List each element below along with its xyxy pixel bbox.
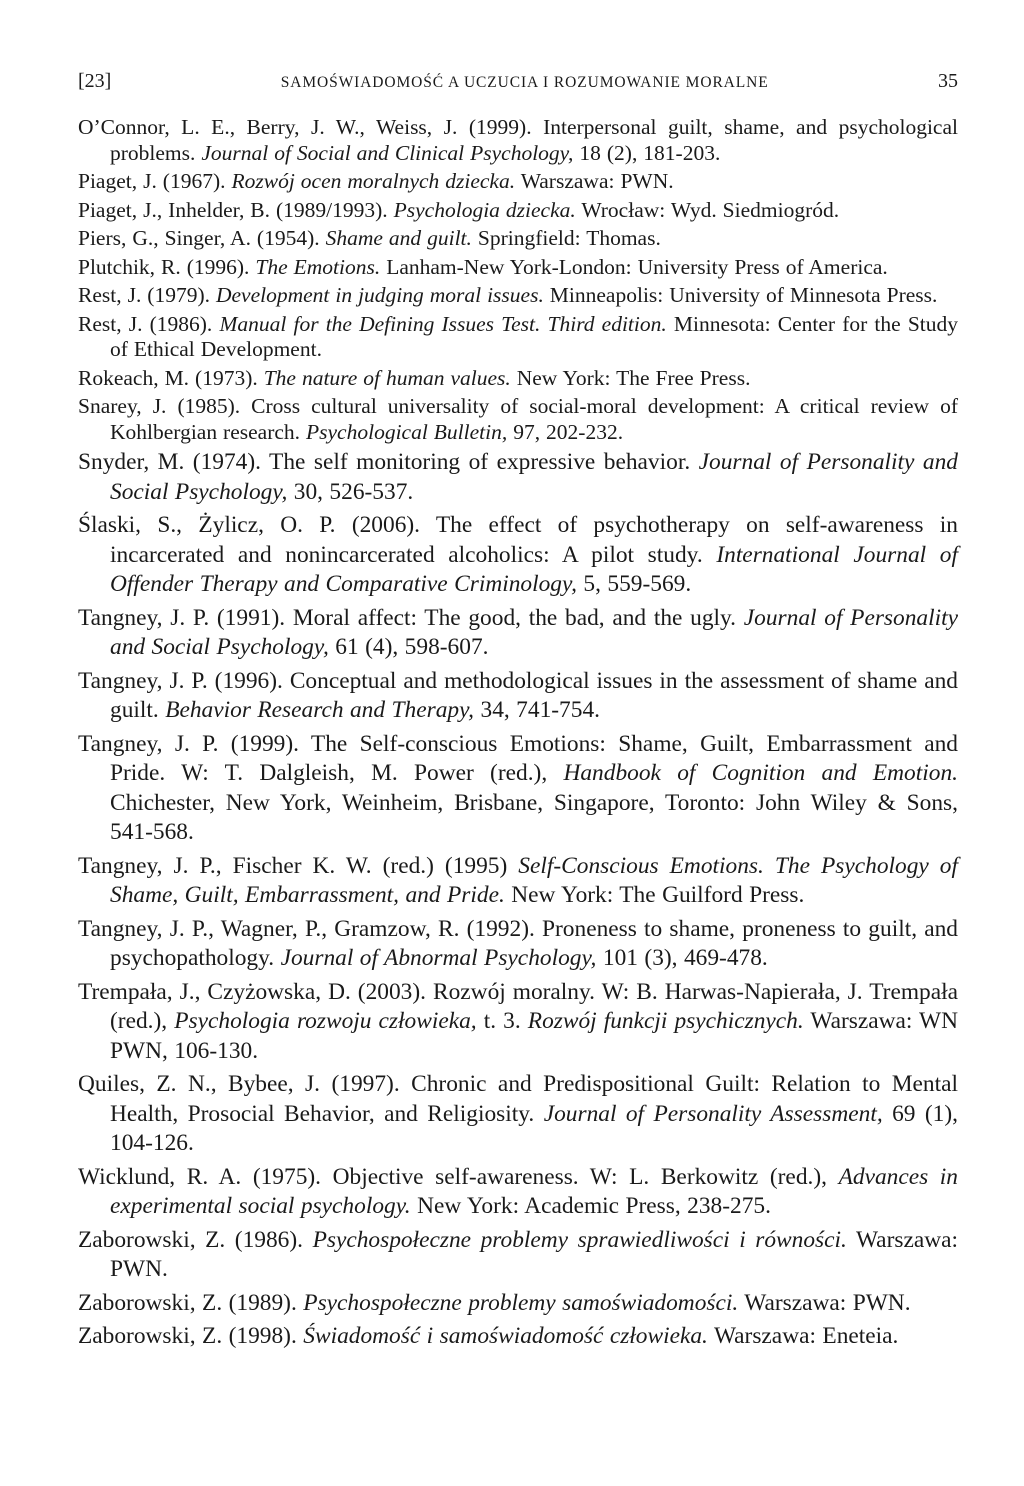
reference-text: New York: The Free Press. — [510, 365, 751, 390]
reference-title: Shame and guilt. — [325, 226, 472, 250]
page — [78, 70, 958, 1356]
page-number: 35 — [937, 70, 958, 92]
reference-item — [78, 1163, 958, 1222]
reference-title: Handbook of Cognition and Emotion. — [563, 760, 958, 786]
reference-title: Świadomość i samoświadomość człowieka. — [303, 1323, 708, 1349]
reference-text: Warszawa: PWN. — [515, 169, 674, 193]
reference-item — [78, 226, 958, 252]
reference-title: Rozwój funkcji psychicznych. — [527, 1008, 804, 1034]
reference-item — [78, 169, 958, 195]
running-title: SAMOŚWIADOMOŚĆ A UCZUCIA I ROZUMOWANIE MORALNE — [280, 74, 769, 91]
reference-text: Snyder, M. (1974). The self monitoring of expressive behavior. — [78, 449, 699, 475]
running-head — [78, 70, 958, 93]
reference-item — [78, 366, 958, 392]
reference-text: Rest, J. (1979). — [78, 283, 216, 307]
reference-item — [78, 448, 958, 507]
reference-title: Development in judging moral issues. — [215, 283, 544, 307]
reference-text: 101 (3), 469-478. — [596, 945, 768, 971]
reference-item — [78, 852, 958, 911]
reference-text: Zaborowski, Z. (1989). — [78, 1289, 304, 1316]
reference-text: New York: Academic Press, 238-275. — [410, 1193, 771, 1219]
reference-text: Springfield: Thomas. — [471, 226, 661, 250]
reference-item — [78, 394, 958, 445]
reference-text: Warszawa: Eneteia. — [707, 1323, 899, 1349]
reference-text: New York: The Guilford Press. — [504, 882, 805, 908]
reference-text: Piaget, J. (1967). — [78, 169, 232, 193]
reference-list — [78, 115, 958, 1352]
reference-item — [78, 511, 958, 600]
reference-text: 97, 202-232. — [507, 419, 624, 444]
reference-text: Warszawa: WN PWN, 106-130. — [110, 1008, 959, 1064]
reference-item — [78, 604, 958, 663]
reference-text: Minnesota: Center for the Study of Ethical Development. — [110, 311, 959, 361]
reference-text: 30, 526-537. — [287, 478, 414, 505]
reference-title: Manual for the Defining Issues Test. Third edition. — [219, 311, 667, 336]
reference-item — [78, 915, 958, 974]
reference-title: Behavior Research and Therapy, — [165, 697, 475, 723]
reference-text: Wrocław: Wyd. Siedmiogród. — [575, 197, 840, 222]
reference-text: 34, 741-754. — [474, 697, 600, 723]
reference-item — [78, 255, 958, 281]
reference-text: 61 (4), 598-607. — [328, 634, 489, 660]
reference-text: Zaborowski, Z. (1998). — [78, 1323, 304, 1349]
reference-title: Rozwój ocen moralnych dziecka. — [231, 169, 516, 193]
reference-text: t. 3. — [476, 1008, 528, 1034]
reference-item — [78, 1070, 958, 1159]
reference-text: Chichester, New York, Weinheim, Brisbane, Singapore, Toronto: John Wiley & Sons, 541-568. — [110, 789, 958, 845]
reference-title: International Journal of Offender Therapy and Comparative Criminology, — [110, 541, 958, 597]
reference-text: Tangney, J. P., Fischer K. W. (red.) (1995) — [78, 852, 519, 879]
reference-item — [78, 312, 958, 363]
reference-text: Quiles, Z. N., Bybee, J. (1997). Chronic and Predispositional Guilt: Relation to Mental Health, Prosocial Behavior, and Religiosity. — [78, 1071, 958, 1127]
reference-item — [78, 198, 958, 224]
reference-title: Journal of Abnormal Psychology, — [280, 945, 597, 971]
reference-item — [78, 1226, 958, 1285]
reference-text: 18 (2), 181-203. — [573, 140, 721, 165]
reference-text: Wicklund, R. A. (1975). Objective self-awareness. W: L. Berkowitz (red.), — [78, 1163, 839, 1190]
reference-item — [78, 667, 958, 726]
reference-text: Tangney, J. P. (1991). Moral affect: The good, the bad, and the ugly. — [78, 604, 744, 631]
reference-text: Tangney, J. P. (1996). Conceptual and methodological issues in the assessment of shame and guilt. — [78, 667, 958, 723]
reference-text: Warszawa: PWN. — [738, 1289, 911, 1316]
page-ref: [23] — [78, 70, 112, 92]
reference-item — [78, 115, 958, 166]
reference-text: Zaborowski, Z. (1986). — [78, 1226, 313, 1253]
reference-text: Piers, G., Singer, A. (1954). — [78, 226, 326, 250]
reference-title: The Emotions. — [255, 254, 381, 279]
reference-title: Psychospołeczne problemy sprawiedliwości i równości. — [312, 1226, 847, 1253]
reference-text: Ślaski, S., Żylicz, O. P. (2006). The effect of psychotherapy on self-awareness in incarcerated and nonincarcerated alcoholics: A pilot study. — [78, 512, 958, 568]
reference-title: Psychologia dziecka. — [393, 197, 576, 222]
reference-item — [78, 978, 958, 1067]
reference-title: Self-Conscious Emotions. The Psychology of Shame, Guilt, Embarrassment, and Pride. — [110, 852, 958, 908]
reference-text: Rest, J. (1986). — [78, 311, 220, 336]
reference-title: Psychological Bulletin, — [306, 419, 508, 444]
reference-text: Minneapolis: University of Minnesota Press. — [543, 283, 938, 307]
reference-title: Advances in experimental social psychology. — [110, 1163, 958, 1219]
reference-text: Snarey, J. (1985). Cross cultural universality of social-moral development: A critical review of Kohlbergian research. — [78, 394, 958, 444]
reference-text: Tangney, J. P., Wagner, P., Gramzow, R. (1992). Proneness to shame, proneness to guilt, and psychopathology. — [78, 915, 958, 971]
reference-title: Journal of Personality and Social Psychology, — [110, 449, 958, 505]
reference-text: Piaget, J., Inhelder, B. (1989/1993). — [78, 197, 394, 222]
reference-title: The nature of human values. — [263, 365, 511, 390]
reference-text: O’Connor, L. E., Berry, J. W., Weiss, J. (1999). Interpersonal guilt, shame, and psychological problems. — [78, 115, 958, 165]
reference-title: Psychologia rozwoju człowieka, — [174, 1008, 477, 1034]
reference-text: 69 (1), 104-126. — [110, 1100, 958, 1156]
reference-text: 5, 559-569. — [576, 571, 692, 597]
reference-title: Psychospołeczne problemy samoświadomości. — [303, 1289, 739, 1316]
reference-text: Trempała, J., Czyżowska, D. (2003). Rozwój moralny. W: B. Harwas-Napierała, J. Trempała (red.), — [78, 978, 958, 1034]
reference-title: Journal of Social and Clinical Psychology, — [201, 140, 574, 165]
reference-item — [78, 1322, 958, 1352]
reference-text: Plutchik, R. (1996). — [78, 254, 256, 279]
reference-title: Journal of Personality Assessment, — [543, 1100, 883, 1127]
reference-title: Journal of Personality and Social Psychology, — [110, 604, 958, 660]
reference-text: Rokeach, M. (1973). — [78, 365, 264, 390]
reference-text: Lanham-New York-London: University Press of America. — [380, 254, 888, 279]
reference-text: Warszawa: PWN. — [110, 1226, 958, 1282]
reference-item — [78, 1289, 958, 1319]
reference-item — [78, 283, 958, 309]
reference-text: Tangney, J. P. (1999). The Self-conscious Emotions: Shame, Guilt, Embarrassment and Pride. W: T. Dalgleish, M. Power (red.), — [78, 730, 958, 786]
reference-item — [78, 730, 958, 848]
